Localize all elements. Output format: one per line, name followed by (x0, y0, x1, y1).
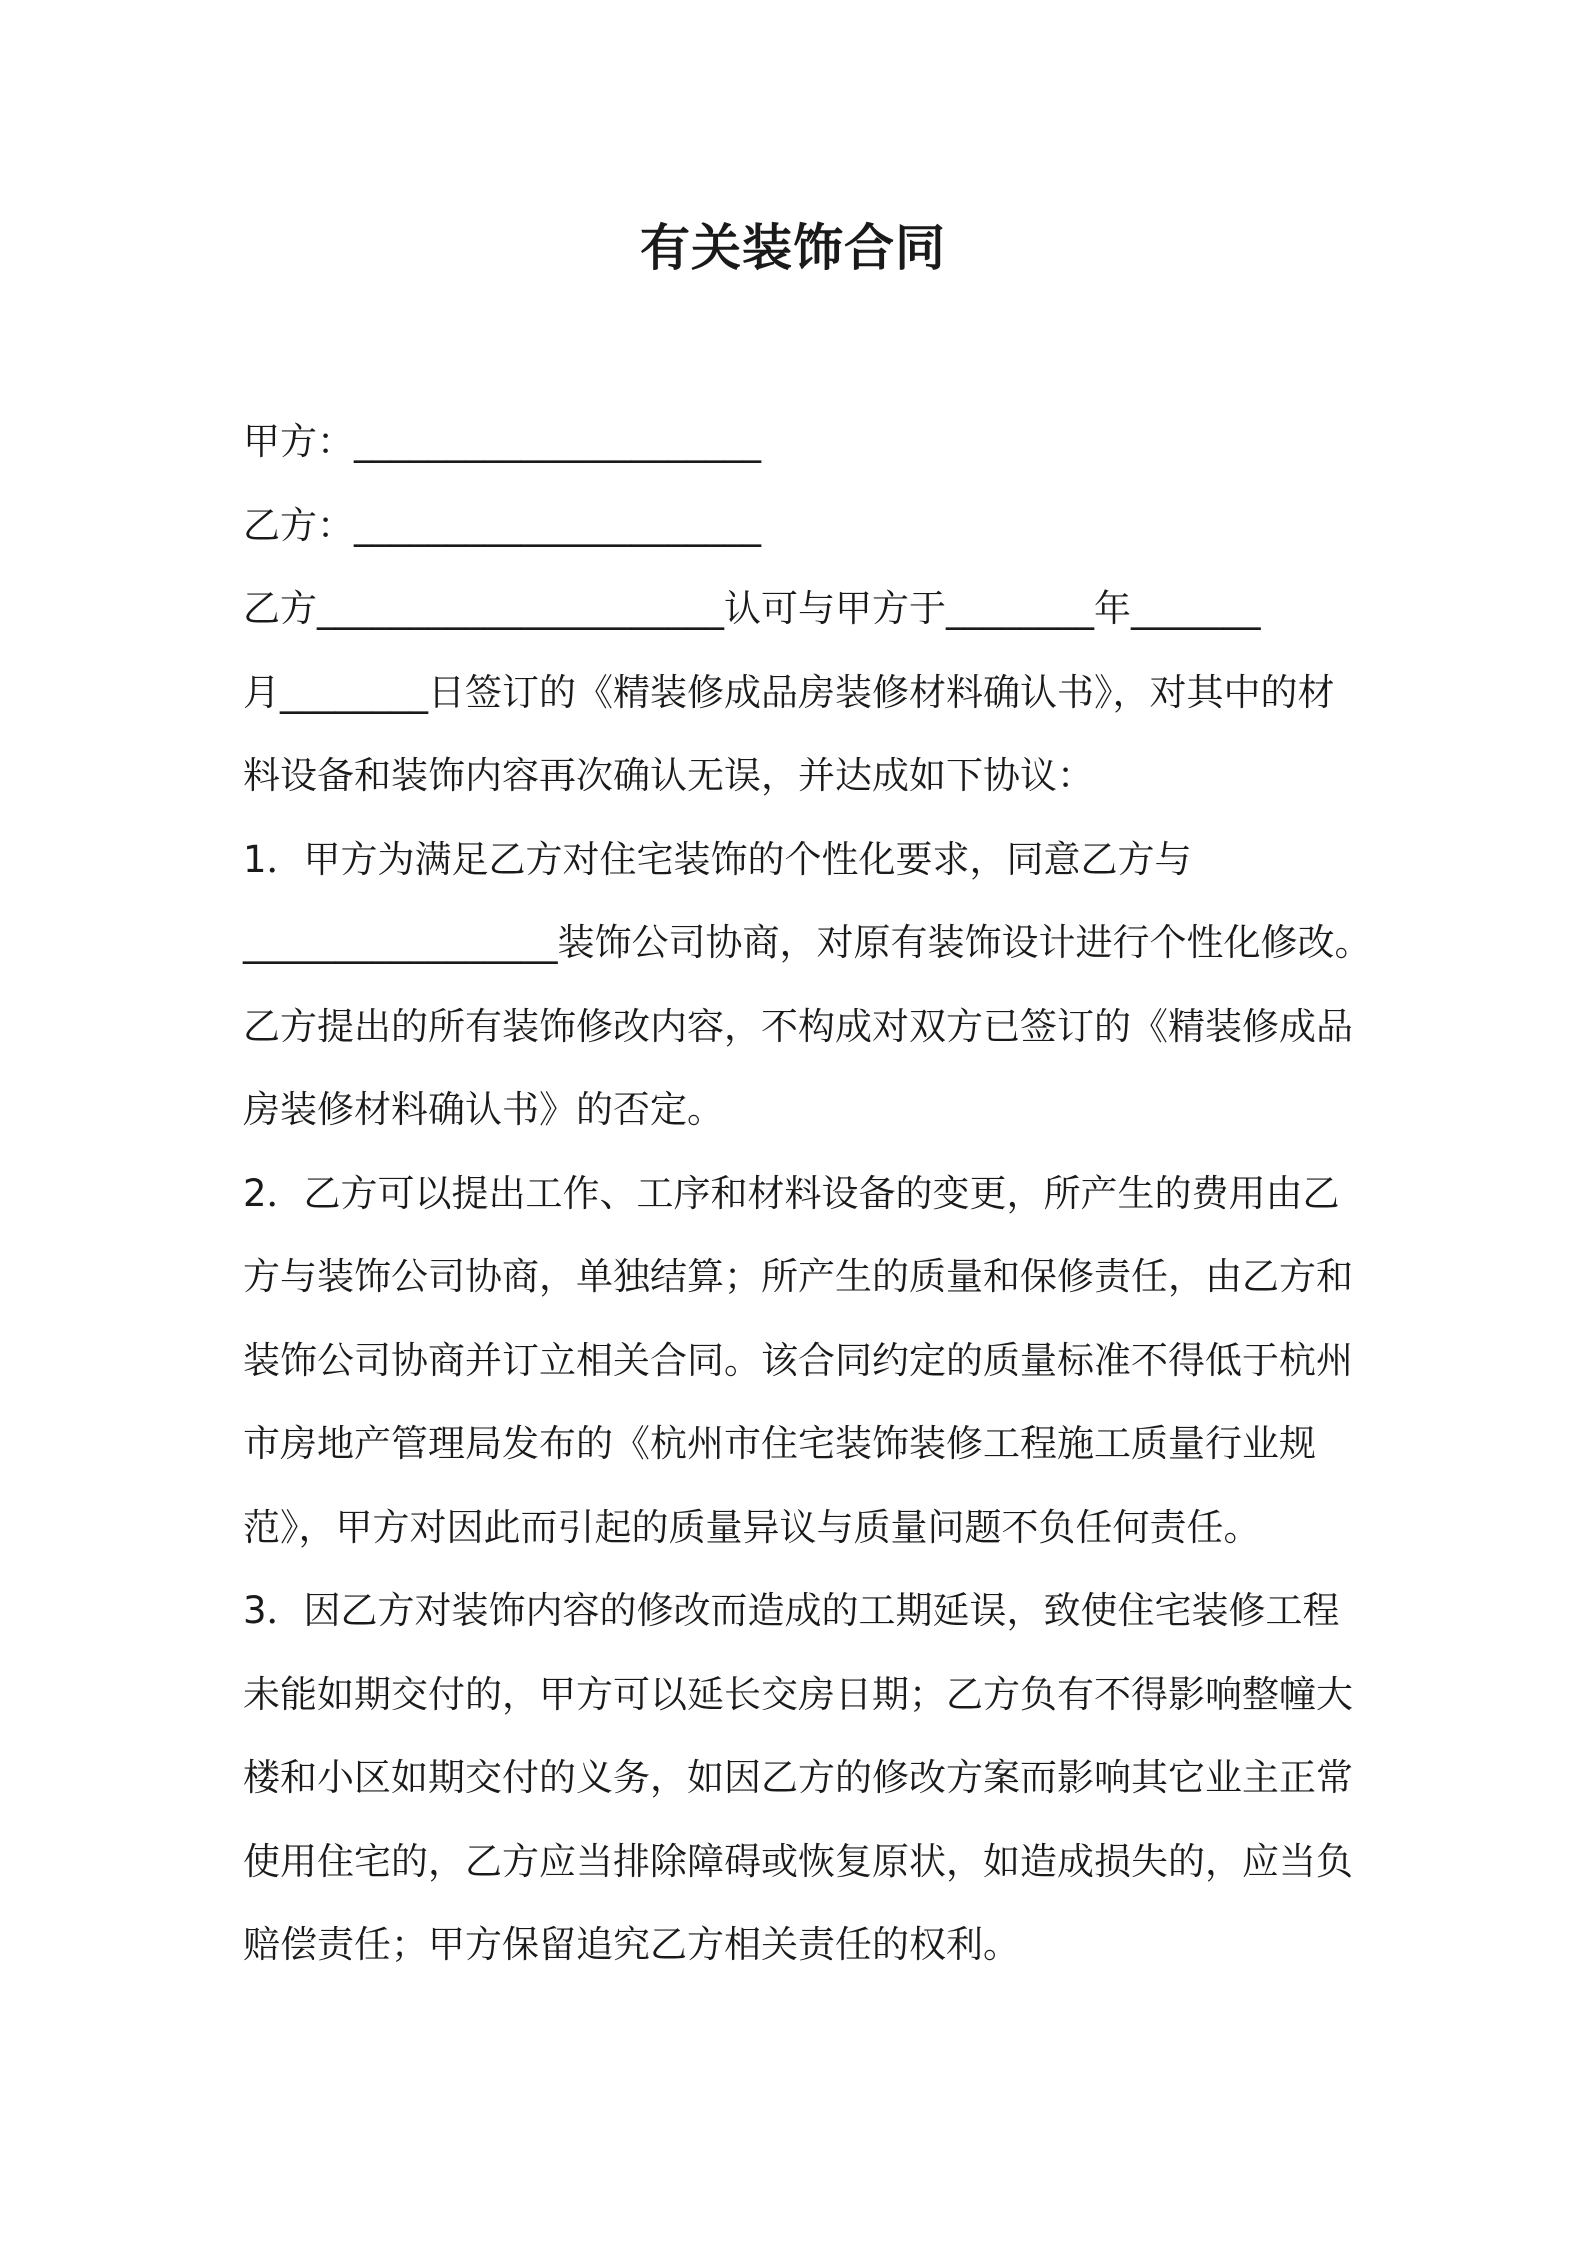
clause-2-line: 2．乙方可以提出工作、工序和材料设备的变更，所产生的费用由乙 (243, 1171, 1340, 1215)
clause-1-line: 1．甲方为满足乙方对住宅装饰的个性化要求，同意乙方与 (243, 837, 1192, 881)
clause-2-line: 市房地产管理局发布的《杭州市住宅装饰装修工程施工质量行业规 (243, 1422, 1316, 1465)
clause-3-line: 赔偿责任；甲方保留追究乙方相关责任的权利。 (243, 1923, 1020, 1966)
document-body (243, 400, 1372, 1987)
clause-1-line: 房装修材料确认书》的否定。 (243, 1088, 724, 1131)
clause-1-line: 乙方提出的所有装饰修改内容，不构成对双方已签订的《精装修成品 (243, 1004, 1353, 1048)
clause-2-line: 范》，甲方对因此而引起的质量异议与质量问题不负任何责任。 (243, 1505, 1261, 1549)
intro-line: 乙方______________________认可与甲方于________年_______ (243, 587, 1261, 630)
clause-3-line: 楼和小区如期交付的义务，如因乙方的修改方案而影响其它业主正常 (243, 1756, 1353, 1799)
intro-line: 料设备和装饰内容再次确认无误，并达成如下协议： (243, 754, 1094, 797)
clause-3-line: 使用住宅的，乙方应当排除障碍或恢复原状，如造成损失的，应当负 (243, 1839, 1353, 1883)
party-a-line: 甲方：______________________ (243, 420, 761, 463)
clause-1-line: _________________装饰公司协商，对原有装饰设计进行个性化修改。 (243, 921, 1372, 964)
clause-2-line: 方与装饰公司协商，单独结算；所产生的质量和保修责任，由乙方和 (243, 1255, 1353, 1298)
clause-2-line: 装饰公司协商并订立相关合同。该合同约定的质量标准不得低于杭州 (243, 1338, 1353, 1382)
intro-line: 月________日签订的《精装修成品房装修材料确认书》，对其中的材 (243, 670, 1335, 714)
clause-3-line: 3．因乙方对装饰内容的修改而造成的工期延误，致使住宅装修工程 (243, 1589, 1340, 1632)
document-title: 有关装饰合同 (640, 219, 946, 277)
clause-3-line: 未能如期交付的，甲方可以延长交房日期；乙方负有不得影响整幢大 (243, 1672, 1353, 1716)
party-b-line: 乙方：______________________ (243, 503, 761, 547)
